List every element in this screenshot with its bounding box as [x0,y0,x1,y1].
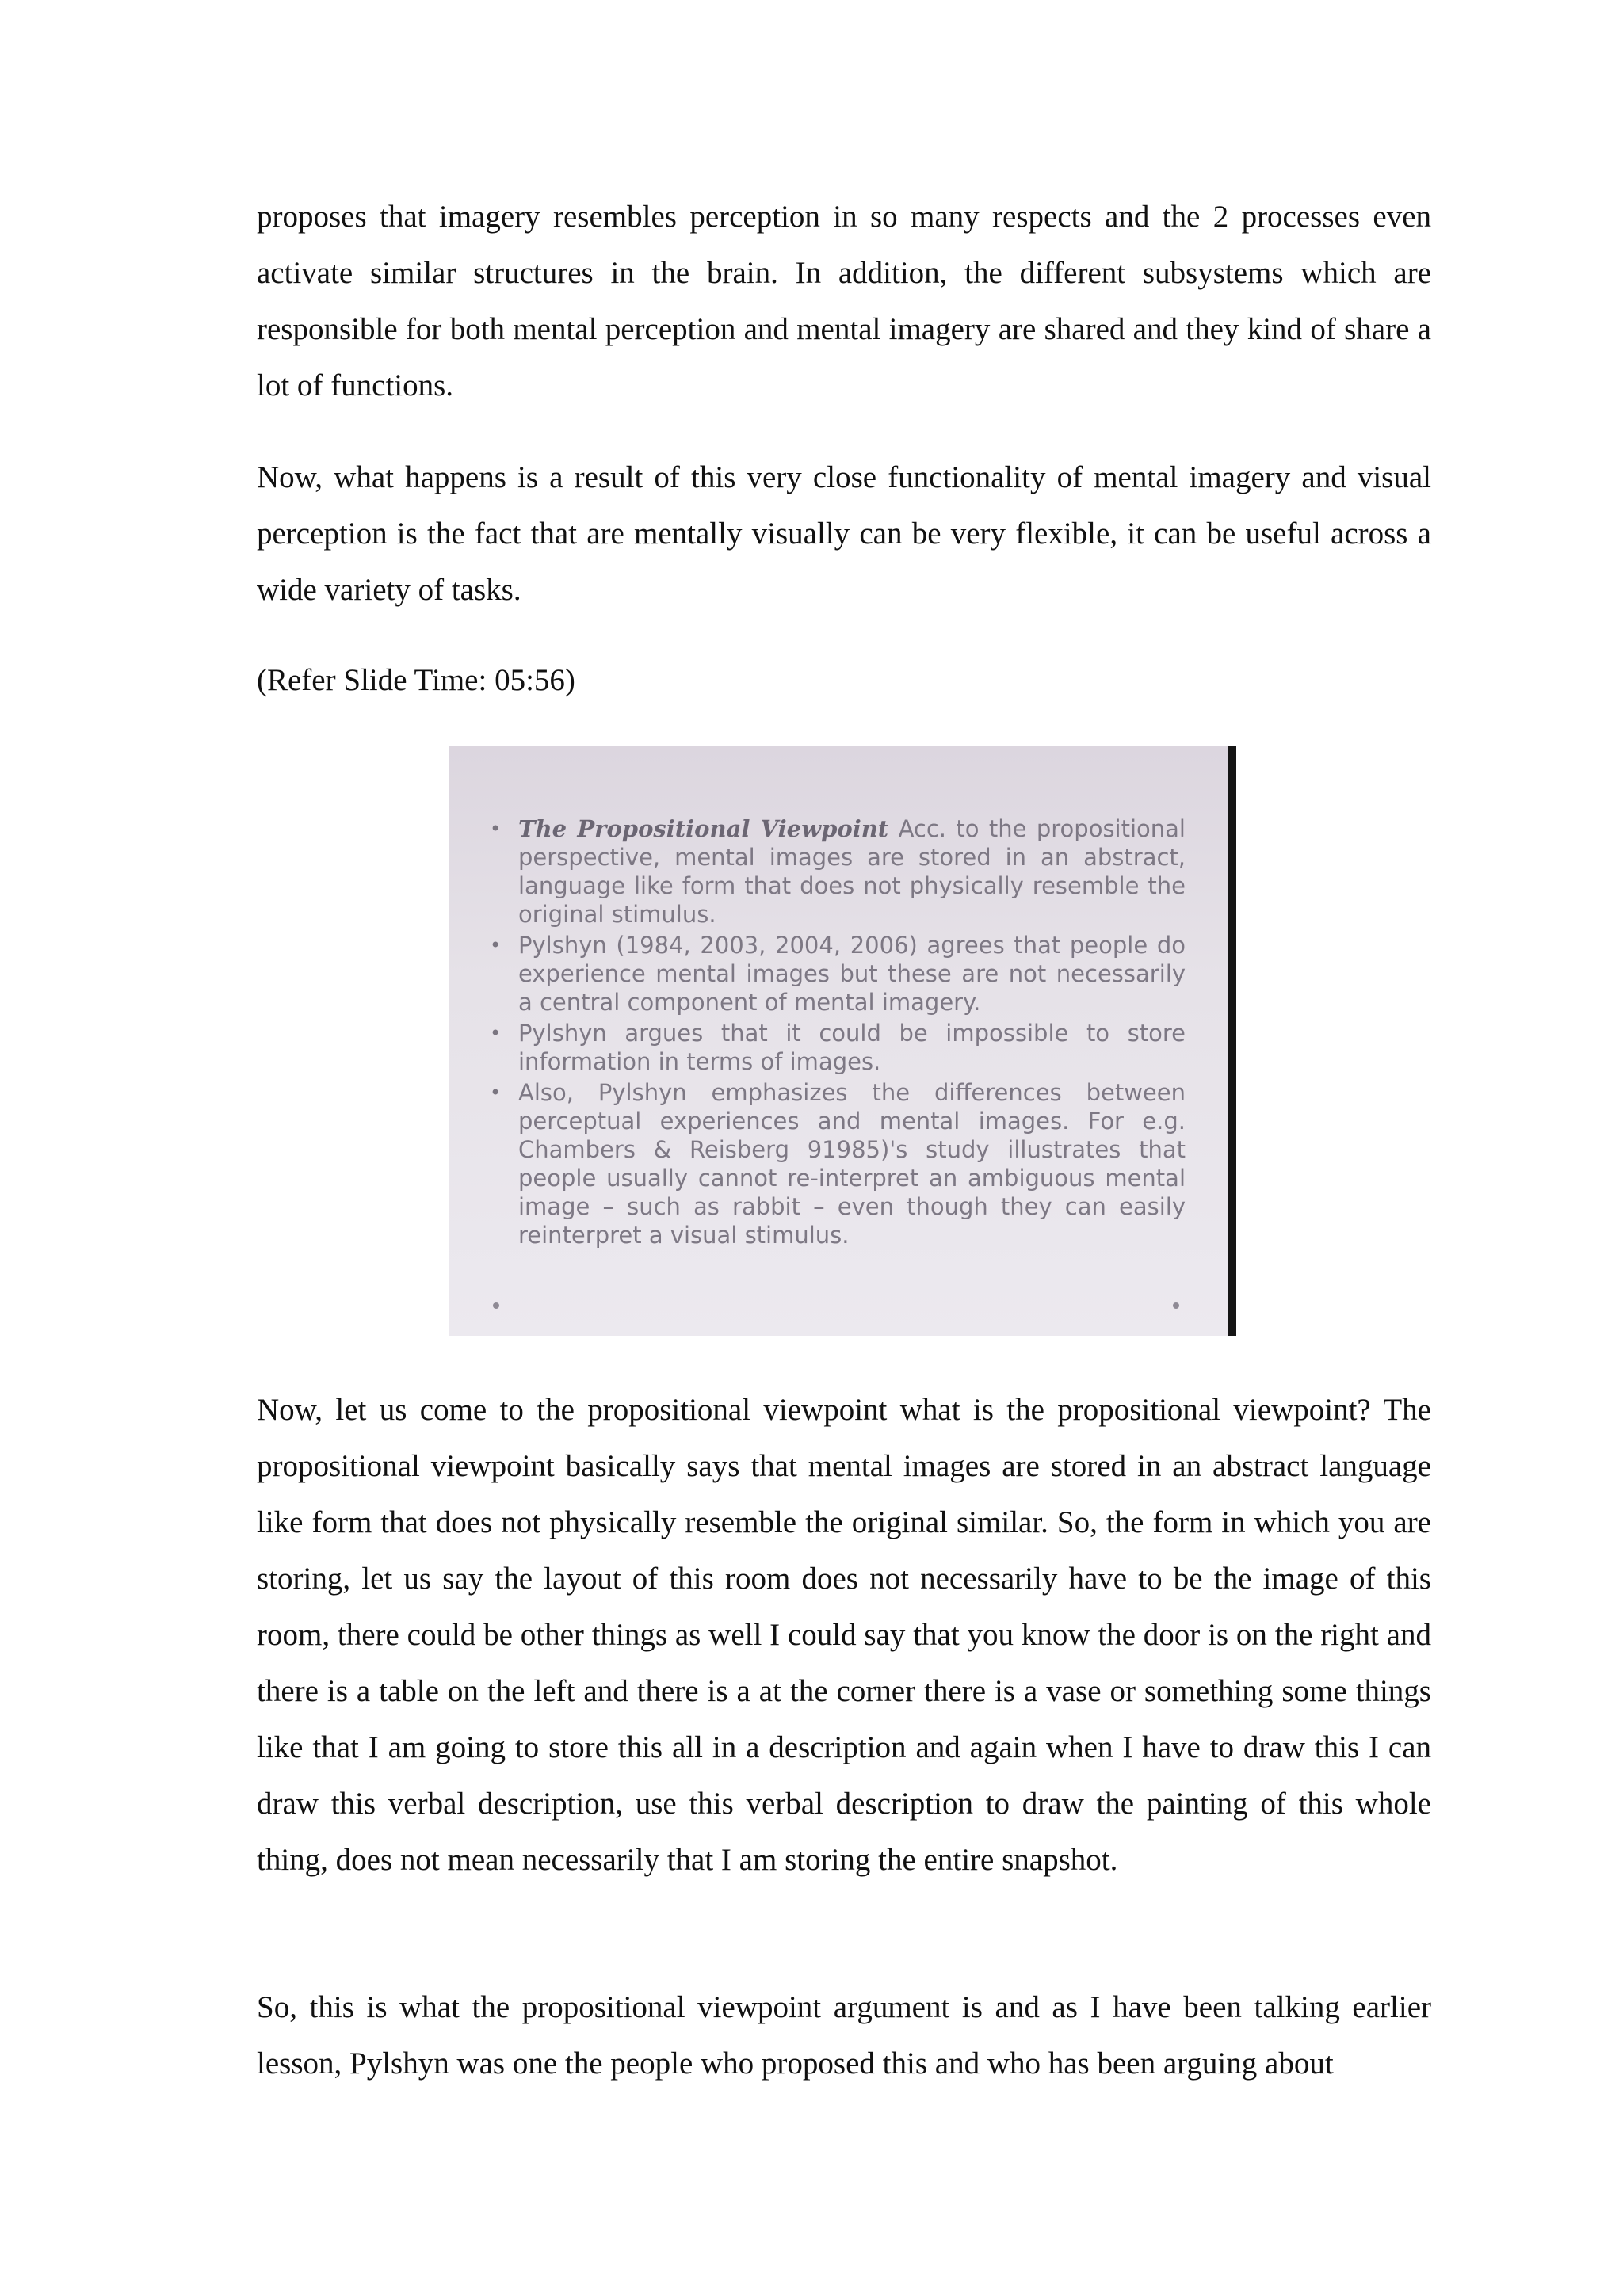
slide-item-text: Acc. to the propositional perspective, mental images are stored in an abstract, language like form that does not physically resemble the original stimulus. [518,815,1186,928]
slide-item-text: Pylshyn (1984, 2003, 2004, 2006) agrees that people do experience mental images but these are not necessarily a central component of mental imagery. [518,932,1186,1016]
slide-right-border [1228,746,1236,1336]
slide-footer-dot-left [493,1302,499,1309]
refer-slide-time: (Refer Slide Time: 05:56) [257,663,575,697]
bullet-icon: • [490,1022,502,1044]
paragraph-1: proposes that imagery resembles perception in so many respects and the 2 processes even activate similar structures in the brain. In addition, the different subsystems which are responsible for both mental perception and mental imagery are shared and they kind of share a lot of functions. [257,200,1431,402]
slide-bullet-list [490,814,1186,1252]
slide-item-text: Pylshyn argues that it could be impossible to store information in terms of images. [518,1020,1186,1075]
slide-bullet-item-4 [490,1078,1186,1249]
slide-bullet-item-1 [490,814,1186,929]
paragraph-3: Now, let us come to the propositional viewpoint what is the propositional viewpoint? The propositional viewpoint basically says that mental images are stored in an abstract language like form that does not physically resemble the original similar. So, the form in which you are storing, let us say the layout of this room does not necessarily have to be the image of this room, there could be other things as well I could say that you know the door is on the right and there is a table on the left and there is a at the corner there is a vase or something some things like that I am going to store this all in a description and again when I have to draw this I can draw this verbal description, use this verbal description to draw the painting of this whole thing, does not mean necessarily that I am storing the entire snapshot. [257,1393,1431,1877]
bullet-icon: • [490,1081,502,1104]
bullet-icon: • [490,934,502,956]
paragraph-4: So, this is what the propositional viewpoint argument is and as I have been talking earlier lesson, Pylshyn was one the people who proposed this and who has been arguing about [257,1990,1431,2081]
slide-bullet-item-2 [490,931,1186,1016]
slide-item-text: Also, Pylshyn emphasizes the differences between perceptual experiences and mental images. For e.g. Chambers & Reisberg 91985)'s study illustrates that people usually cannot re-interpret an ambiguous mental image – such as rabbit – even though they can easily reinterpret a visual stimulus. [518,1079,1186,1249]
lecture-slide-image [449,746,1236,1336]
bullet-icon: • [490,818,502,840]
slide-item-heading: The Propositional Viewpoint [518,815,889,842]
paragraph-2: Now, what happens is a result of this very close functionality of mental imagery and visual perception is the fact that are mentally visually can be very flexible, it can be useful across a wide variety of tasks. [257,460,1431,607]
slide-bullet-item-3 [490,1019,1186,1076]
slide-footer-dot-right [1173,1302,1179,1309]
